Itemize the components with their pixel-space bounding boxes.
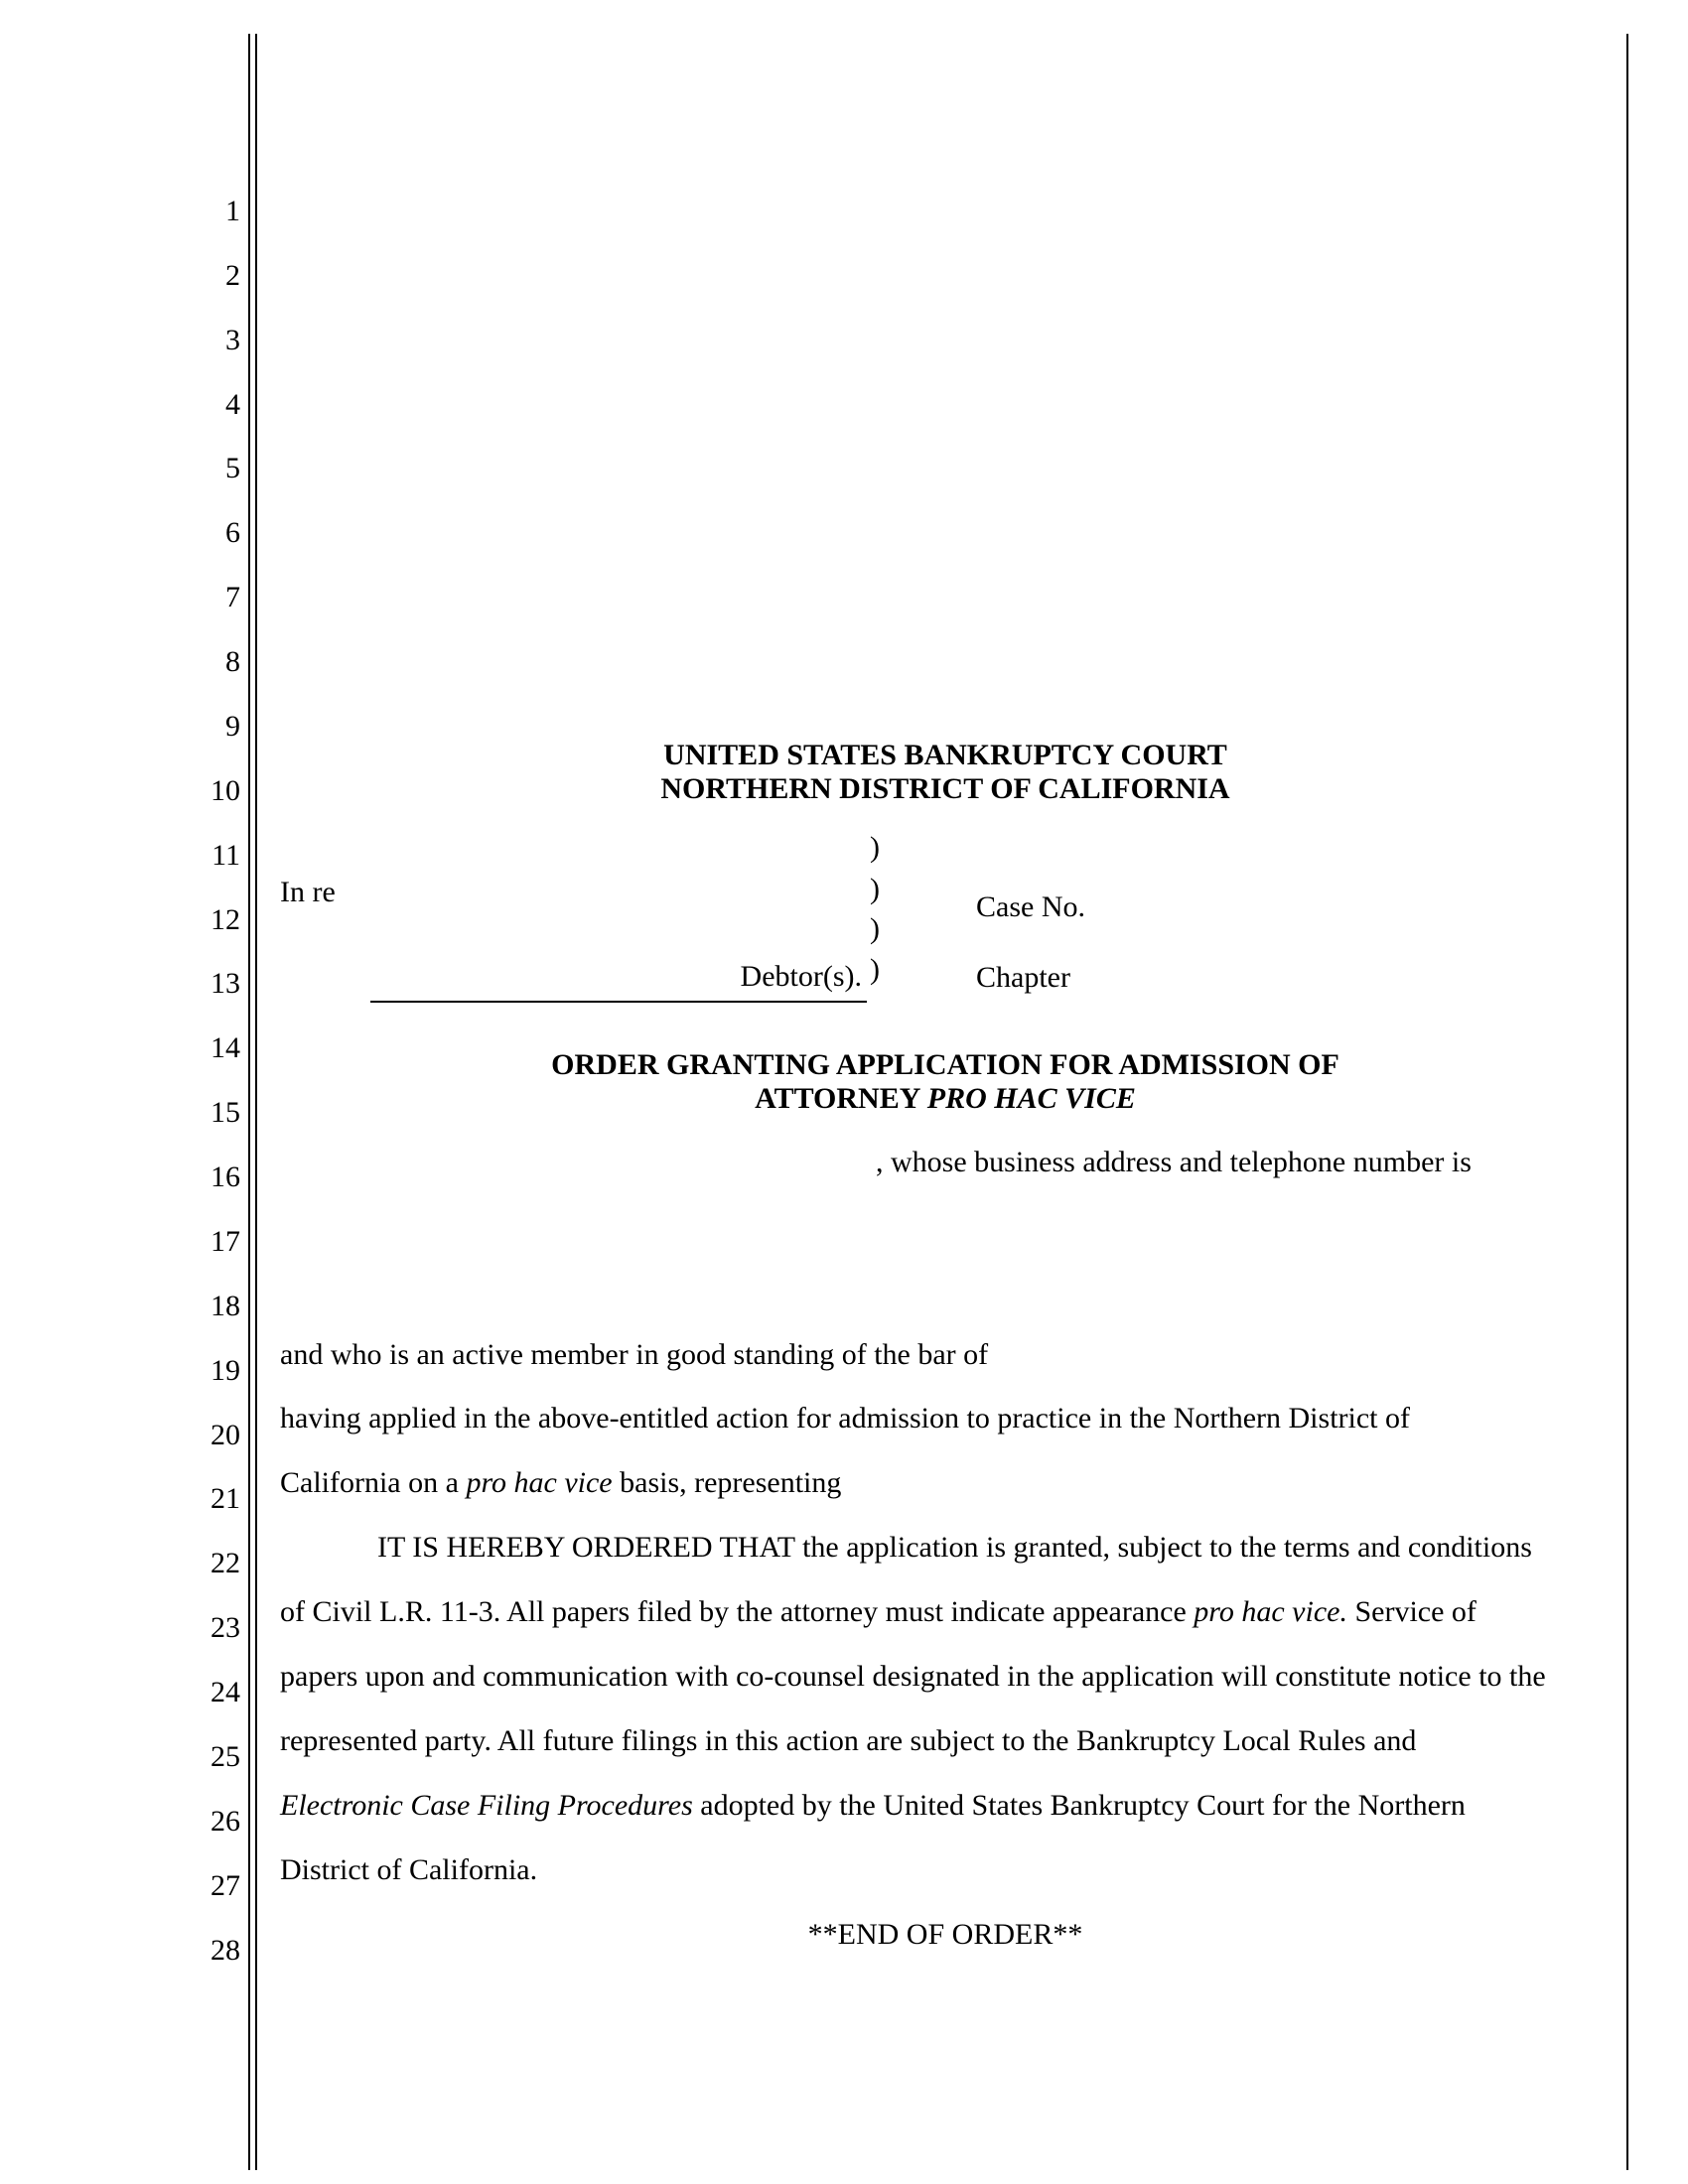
order-text-3: adopted by the United States Bankruptcy Court for the Northern District of California. — [280, 1789, 1466, 1886]
line-number: 11 — [211, 839, 240, 872]
line-number: 4 — [225, 388, 240, 421]
left-margin-rule-outer — [248, 34, 250, 2170]
right-margin-rule — [1626, 34, 1628, 2170]
caption-paren: ) — [870, 953, 880, 986]
line-number: 2 — [225, 259, 240, 292]
order-paragraph — [280, 1515, 1546, 1902]
line-number: 17 — [211, 1225, 240, 1258]
order-title-pro-hac-vice: PRO HAC VICE — [926, 1082, 1136, 1115]
order-title-line1: ORDER GRANTING APPLICATION FOR ADMISSION OF — [551, 1048, 1339, 1081]
line-number: 7 — [225, 581, 240, 614]
line-number: 12 — [211, 903, 240, 936]
line-number: 26 — [211, 1805, 240, 1838]
line-number: 22 — [211, 1547, 240, 1579]
representing-text-b: basis, representing — [612, 1466, 842, 1499]
line-number: 16 — [211, 1160, 240, 1193]
line-number: 18 — [211, 1290, 240, 1322]
line-number: 21 — [211, 1482, 240, 1515]
order-title-line2 — [280, 1082, 1611, 1116]
order-ecf-procedures: Electronic Case Filing Procedures — [280, 1789, 693, 1822]
line-number: 10 — [211, 774, 240, 807]
line-number: 3 — [225, 324, 240, 356]
line-number: 9 — [225, 710, 240, 743]
debtor-name-underline — [370, 1001, 867, 1003]
court-district-heading: NORTHERN DISTRICT OF CALIFORNIA — [660, 772, 1230, 805]
line-number: 25 — [211, 1740, 240, 1773]
line-number: 28 — [211, 1934, 240, 1967]
representing-text-a: California on a — [280, 1466, 467, 1499]
application-line: having applied in the above-entitled action for admission to practice in the Northern District of — [280, 1402, 1410, 1434]
case-number-label: Case No. — [976, 890, 1085, 923]
line-number: 24 — [211, 1676, 240, 1708]
order-pro-hac-vice: pro hac vice. — [1194, 1595, 1347, 1628]
caption-paren: ) — [870, 873, 880, 905]
line-number: 19 — [211, 1354, 240, 1387]
line-number: 8 — [225, 645, 240, 678]
court-name-heading: UNITED STATES BANKRUPTCY COURT — [663, 739, 1227, 771]
line-number: 27 — [211, 1869, 240, 1902]
chapter-label: Chapter — [976, 961, 1070, 994]
in-re-label: In re — [280, 876, 336, 908]
line-number: 23 — [211, 1611, 240, 1644]
end-of-order: **END OF ORDER** — [807, 1918, 1083, 1951]
left-margin-rule-inner — [255, 34, 257, 2170]
line-number: 5 — [225, 452, 240, 484]
bar-membership-line: and who is an active member in good standing of the bar of — [280, 1338, 989, 1371]
line-number: 1 — [225, 195, 240, 227]
representing-pro-hac-vice: pro hac vice — [466, 1466, 613, 1499]
line-number: 20 — [211, 1419, 240, 1451]
caption-paren: ) — [870, 831, 880, 864]
business-address-line: , whose business address and telephone number is — [876, 1146, 1472, 1178]
line-number: 14 — [211, 1031, 240, 1064]
line-number: 15 — [211, 1096, 240, 1129]
caption-paren: ) — [870, 912, 880, 945]
order-text-2: Service of papers upon and communication with co-counsel designated in the application will constitute notice to the represented party. All future filings in this action are subject to the Bankruptcy Local Rules and — [280, 1595, 1546, 1757]
debtor-label: Debtor(s). — [740, 960, 862, 993]
representing-line — [280, 1465, 841, 1501]
line-number: 6 — [225, 516, 240, 549]
order-title-attorney: ATTORNEY — [755, 1082, 927, 1115]
line-number: 13 — [211, 967, 240, 1000]
order-text-1: IT IS HEREBY ORDERED THAT the application is granted, subject to the terms and conditions of Civil L.R. 11-3. All papers filed by the attorney must indicate appearance — [280, 1531, 1532, 1628]
